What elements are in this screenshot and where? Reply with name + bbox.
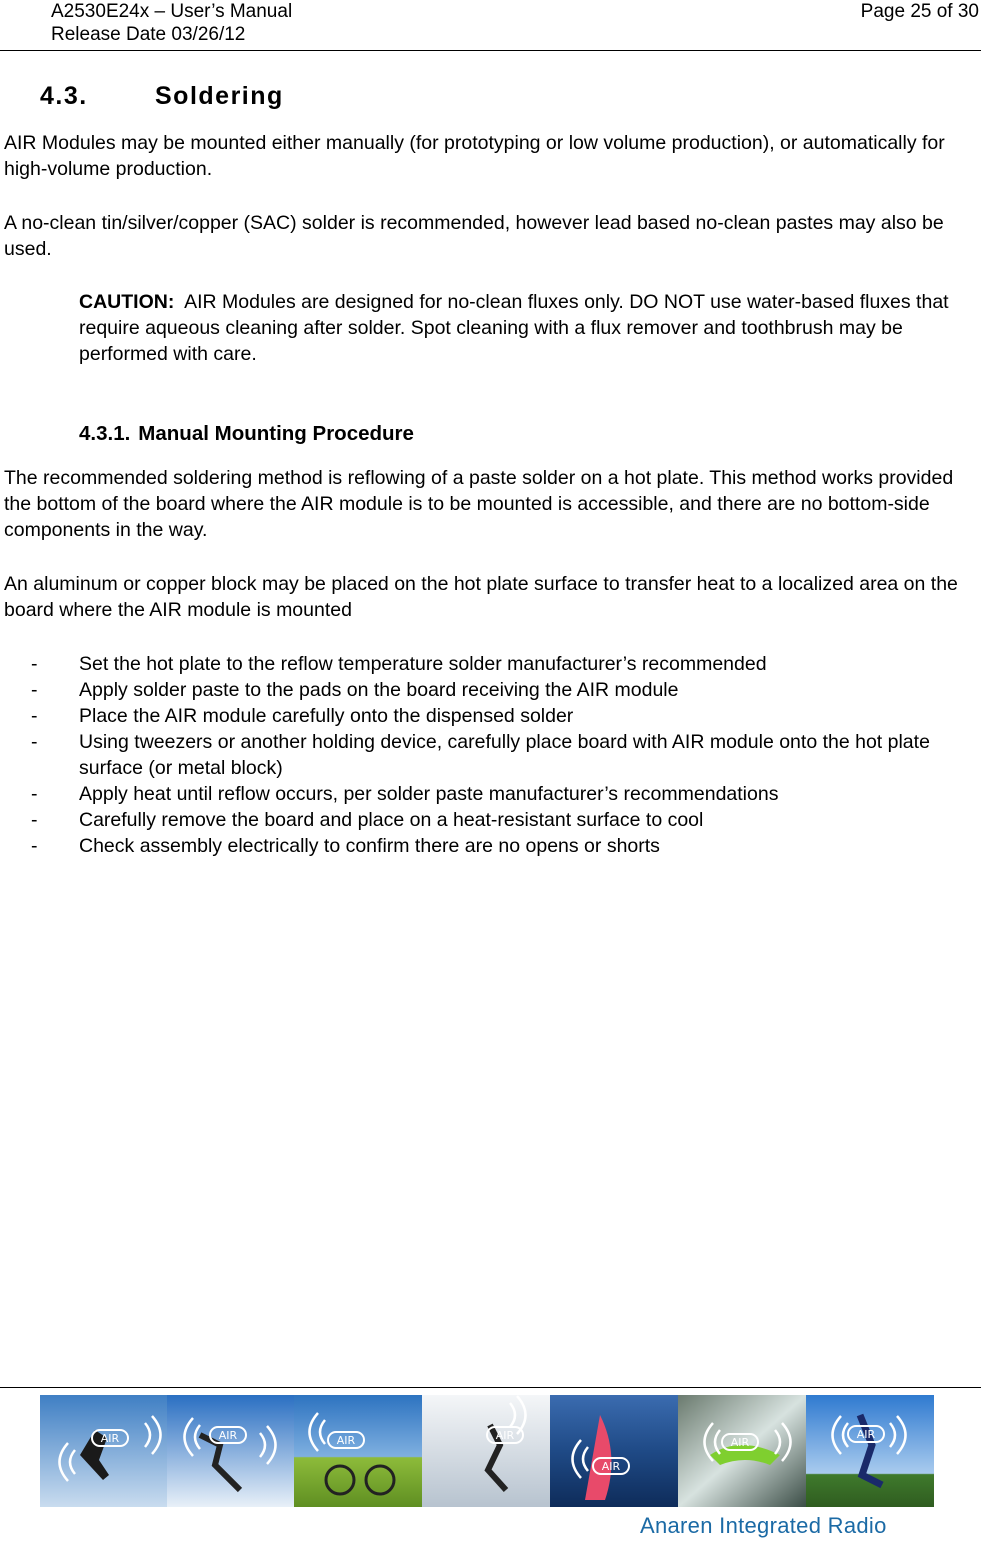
- list-item: - Set the hot plate to the reflow temperature solder manufacturer’s recommended: [31, 653, 767, 675]
- caution-note: [79, 289, 974, 367]
- paragraph-block: An aluminum or copper block may be placed on the hot plate surface to transfer heat to a localized area on the board where the AIR module is mounted: [4, 573, 958, 621]
- list-item: - Apply solder paste to the pads on the board receiving the AIR module: [31, 679, 679, 701]
- subsection-title: Manual Mounting Procedure: [138, 422, 414, 445]
- header-left: [51, 0, 292, 46]
- section-title: Soldering: [155, 82, 284, 110]
- air-badge-text: AIR: [495, 1429, 515, 1442]
- release-date: Release Date 03/26/12: [51, 24, 246, 45]
- procedure-steps: [4, 651, 979, 859]
- air-sports-banner: [40, 1395, 934, 1507]
- air-badge-text: AIR: [336, 1434, 356, 1447]
- air-badge-text: AIR: [730, 1436, 750, 1449]
- caution-label: CAUTION:: [79, 291, 175, 313]
- manual-title: A2530E24x – User’s Manual: [51, 1, 293, 22]
- list-item: - Using tweezers or another holding device, carefully place board with AIR module onto the hot plate surface (or metal block): [31, 731, 930, 779]
- air-badge-text: AIR: [856, 1428, 876, 1441]
- section-number: 4.3.: [40, 82, 88, 110]
- panel-snow-forest: [422, 1395, 550, 1507]
- air-badge-text: AIR: [100, 1432, 120, 1445]
- subsection-number: 4.3.1.: [79, 422, 131, 445]
- paragraph-method: The recommended soldering method is reflowing of a paste solder on a hot plate. This method works provided the bottom of the board where the AIR module is to be mounted is accessible, and there are no bottom-side components in the way.: [4, 467, 954, 541]
- panel-snowboard: [40, 1395, 167, 1507]
- footer-divider: [0, 1387, 981, 1388]
- panel-windsurf: [550, 1395, 678, 1507]
- list-item: - Check assembly electrically to confirm there are no opens or shorts: [31, 835, 660, 857]
- list-item: - Carefully remove the board and place on a heat-resistant surface to cool: [31, 809, 704, 831]
- header-divider: [0, 50, 981, 51]
- page-number: Page 25 of 30: [860, 1, 979, 22]
- subsection-heading: [79, 422, 414, 446]
- air-badge-text: AIR: [218, 1429, 238, 1442]
- list-item: - Apply heat until reflow occurs, per solder paste manufacturer’s recommendations: [31, 783, 779, 805]
- section-heading: [40, 82, 284, 111]
- air-badge-text: AIR: [601, 1460, 621, 1473]
- paragraph-intro: AIR Modules may be mounted either manually (for prototyping or low volume production), or automatically for high-volume production.: [4, 132, 945, 180]
- caution-text: AIR Modules are designed for no-clean fluxes only. DO NOT use water-based fluxes that require aqueous cleaning after solder. Spot cleaning with a flux remover and toothbrush may be performed with care.: [79, 291, 949, 365]
- brand-name: Anaren Integrated Radio: [640, 1513, 887, 1538]
- paragraph-solder: A no-clean tin/silver/copper (SAC) solder is recommended, however lead based no-clean pastes may also be used.: [4, 212, 944, 260]
- panel-bike: [294, 1395, 422, 1507]
- list-item: - Place the AIR module carefully onto the dispensed solder: [31, 705, 574, 727]
